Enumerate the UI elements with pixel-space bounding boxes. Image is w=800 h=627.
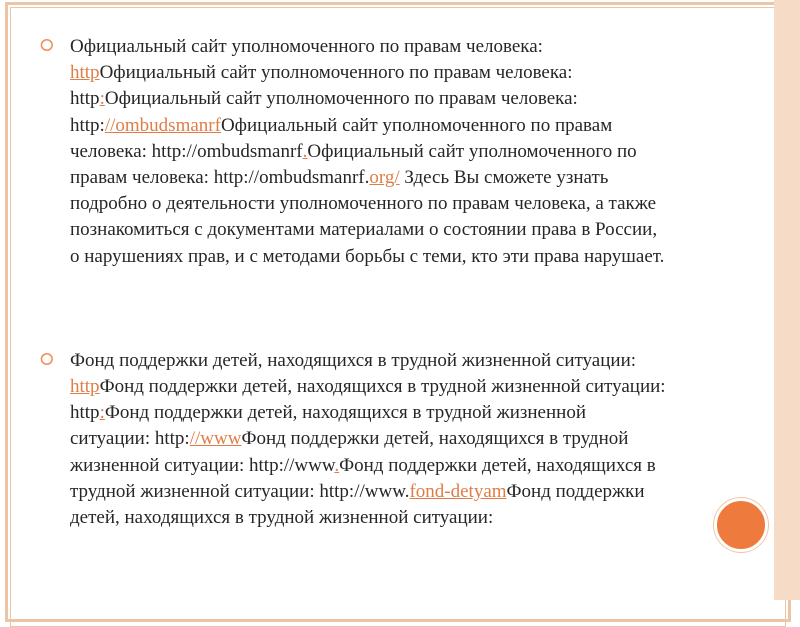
text-fragment: Фонд поддержки детей, находящихся в трудной жизненной ситуации: http://www (70, 428, 629, 476)
decorative-side-band (774, 0, 800, 600)
text-fragment: Фонд поддержки детей, находящихся в трудной жизненной ситуации: http: (70, 402, 586, 450)
bullet-icon: ⭘ (40, 36, 54, 55)
hyperlink-fragment[interactable]: org/ (369, 167, 400, 189)
hyperlink-fragment[interactable]: . (302, 140, 308, 162)
bullet-icon: ⭘ (40, 349, 54, 369)
hyperlink-fragment[interactable]: . (334, 454, 340, 476)
hyperlink-fragment[interactable]: : (99, 88, 105, 110)
text-fragment: Фонд поддержки детей, находящихся в трудной жизненной ситуации: http://www. (70, 454, 656, 502)
hyperlink-fragment[interactable]: http (70, 376, 100, 398)
text-fragment: Фонд поддержки детей, находящихся в трудной жизненной ситуации: (70, 480, 645, 529)
hyperlink-fragment[interactable]: : (99, 402, 105, 424)
text-fragment: Фонд поддержки детей, находящихся в трудной жизненной ситуации: (70, 349, 637, 371)
text-fragment: Официальный сайт уполномоченного по правам человека: http://ombudsmanrf (70, 114, 613, 162)
paragraph-children-fund (38, 348, 670, 531)
decorative-circle (714, 498, 768, 552)
text-fragment: Официальный сайт уполномоченного по правам человека: http: (70, 88, 578, 136)
text-fragment: Официальный сайт уполномоченного по правам человека: http (70, 62, 573, 110)
hyperlink-fragment[interactable]: //ombudsmanrf (104, 114, 221, 136)
hyperlink-fragment[interactable]: //www (189, 428, 242, 450)
text-fragment: Фонд поддержки детей, находящихся в трудной жизненной ситуации: http (70, 376, 666, 424)
text-fragment: Здесь Вы сможете узнать подробно о деятельности уполномоченного по правам человека, а также познакомиться с документами материалами о состоянии права в России, о нарушениях прав, и с методами борьбы с теми, кто эти права нарушает. (70, 167, 665, 267)
text-fragment: Официальный сайт уполномоченного по правам человека: http://ombudsmanrf. (70, 140, 637, 189)
slide-content (38, 34, 670, 531)
hyperlink-fragment[interactable]: http (70, 62, 100, 84)
hyperlink-fragment[interactable]: fond-detyam (409, 480, 507, 502)
paragraph-ombudsman (38, 34, 670, 270)
text-fragment: Официальный сайт уполномоченного по правам человека: (70, 36, 543, 57)
